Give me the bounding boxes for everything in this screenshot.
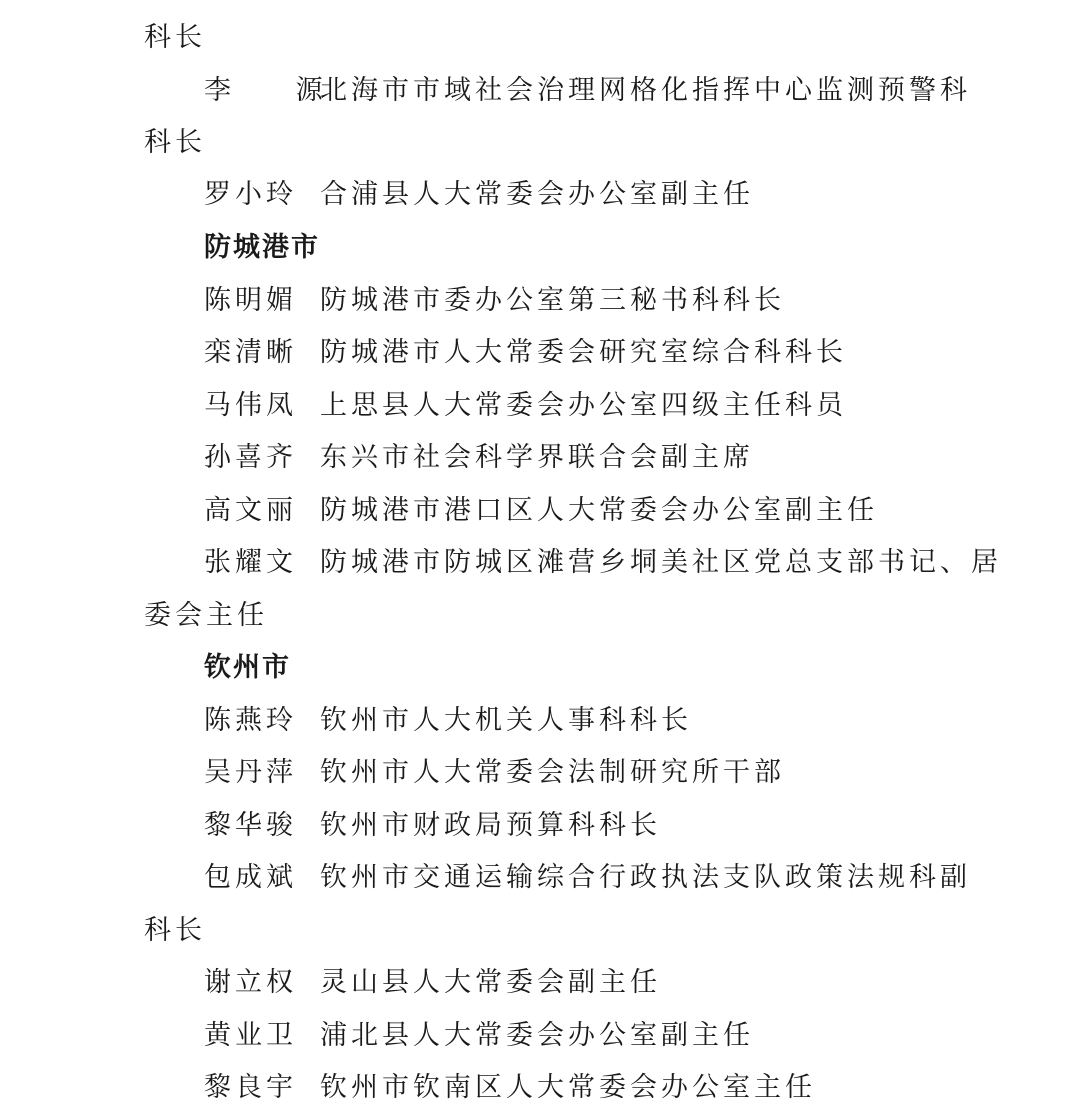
person-title: 钦州市交通运输综合行政执法支队政策法规科副: [320, 862, 971, 893]
section-heading-text: 钦州市: [204, 652, 291, 683]
list-item: [204, 806, 661, 846]
person-title: 合浦县人大常委会办公室副主任: [320, 179, 754, 210]
continuation-text: 科长: [144, 22, 206, 53]
person-name: 黎华骏: [204, 810, 297, 841]
person-name: 李 源: [204, 75, 351, 106]
list-item: [204, 753, 785, 793]
person-title: 钦州市财政局预算科科长: [320, 810, 661, 841]
person-title: 钦州市钦南区人大常委会办公室主任: [320, 1072, 816, 1103]
list-item: [204, 386, 847, 426]
person-title: 钦州市人大机关人事科科长: [320, 705, 692, 736]
list-item: [204, 438, 754, 478]
continuation-text: 科长: [144, 915, 206, 946]
person-title: 北海市市域社会治理网格化指挥中心监测预警科: [320, 75, 971, 106]
person-name: 高文丽: [204, 495, 297, 526]
person-title: 灵山县人大常委会副主任: [320, 967, 661, 998]
person-name: 张耀文: [204, 547, 297, 578]
list-item: [204, 281, 785, 321]
person-name: 罗小玲: [204, 179, 297, 210]
continuation-line: [144, 18, 206, 58]
person-name: 黄业卫: [204, 1020, 297, 1051]
list-item: [204, 543, 1002, 583]
list-item: [204, 858, 971, 898]
section-heading: [204, 228, 320, 268]
person-name: 包成斌: [204, 862, 297, 893]
list-item: [204, 333, 847, 373]
list-item: [204, 1016, 754, 1056]
continuation-text: 科长: [144, 127, 206, 158]
continuation-line: [144, 596, 268, 636]
list-item: [204, 491, 878, 531]
person-name: 谢立权: [204, 967, 297, 998]
person-title: 防城港市港口区人大常委会办公室副主任: [320, 495, 878, 526]
list-item: [204, 71, 971, 111]
list-item: [204, 1068, 816, 1108]
list-item: [204, 963, 661, 1003]
person-name: 陈燕玲: [204, 705, 297, 736]
section-heading-text: 防城港市: [204, 232, 320, 263]
person-name: 陈明媚: [204, 285, 297, 316]
person-title: 防城港市防城区滩营乡垌美社区党总支部书记、居: [320, 547, 1002, 578]
person-title: 钦州市人大常委会法制研究所干部: [320, 757, 785, 788]
person-title: 浦北县人大常委会办公室副主任: [320, 1020, 754, 1051]
section-heading: [204, 648, 291, 688]
person-name: 吴丹萍: [204, 757, 297, 788]
continuation-line: [144, 911, 206, 951]
person-name: 黎良宇: [204, 1072, 297, 1103]
person-title: 防城港市人大常委会研究室综合科科长: [320, 337, 847, 368]
person-title: 东兴市社会科学界联合会副主席: [320, 442, 754, 473]
continuation-line: [144, 123, 206, 163]
person-title: 上思县人大常委会办公室四级主任科员: [320, 390, 847, 421]
continuation-text: 委会主任: [144, 600, 268, 631]
person-name: 栾清晰: [204, 337, 297, 368]
list-item: [204, 175, 754, 215]
person-name: 孙喜齐: [204, 442, 297, 473]
person-name: 马伟凤: [204, 390, 297, 421]
person-title: 防城港市委办公室第三秘书科科长: [320, 285, 785, 316]
list-item: [204, 701, 692, 741]
